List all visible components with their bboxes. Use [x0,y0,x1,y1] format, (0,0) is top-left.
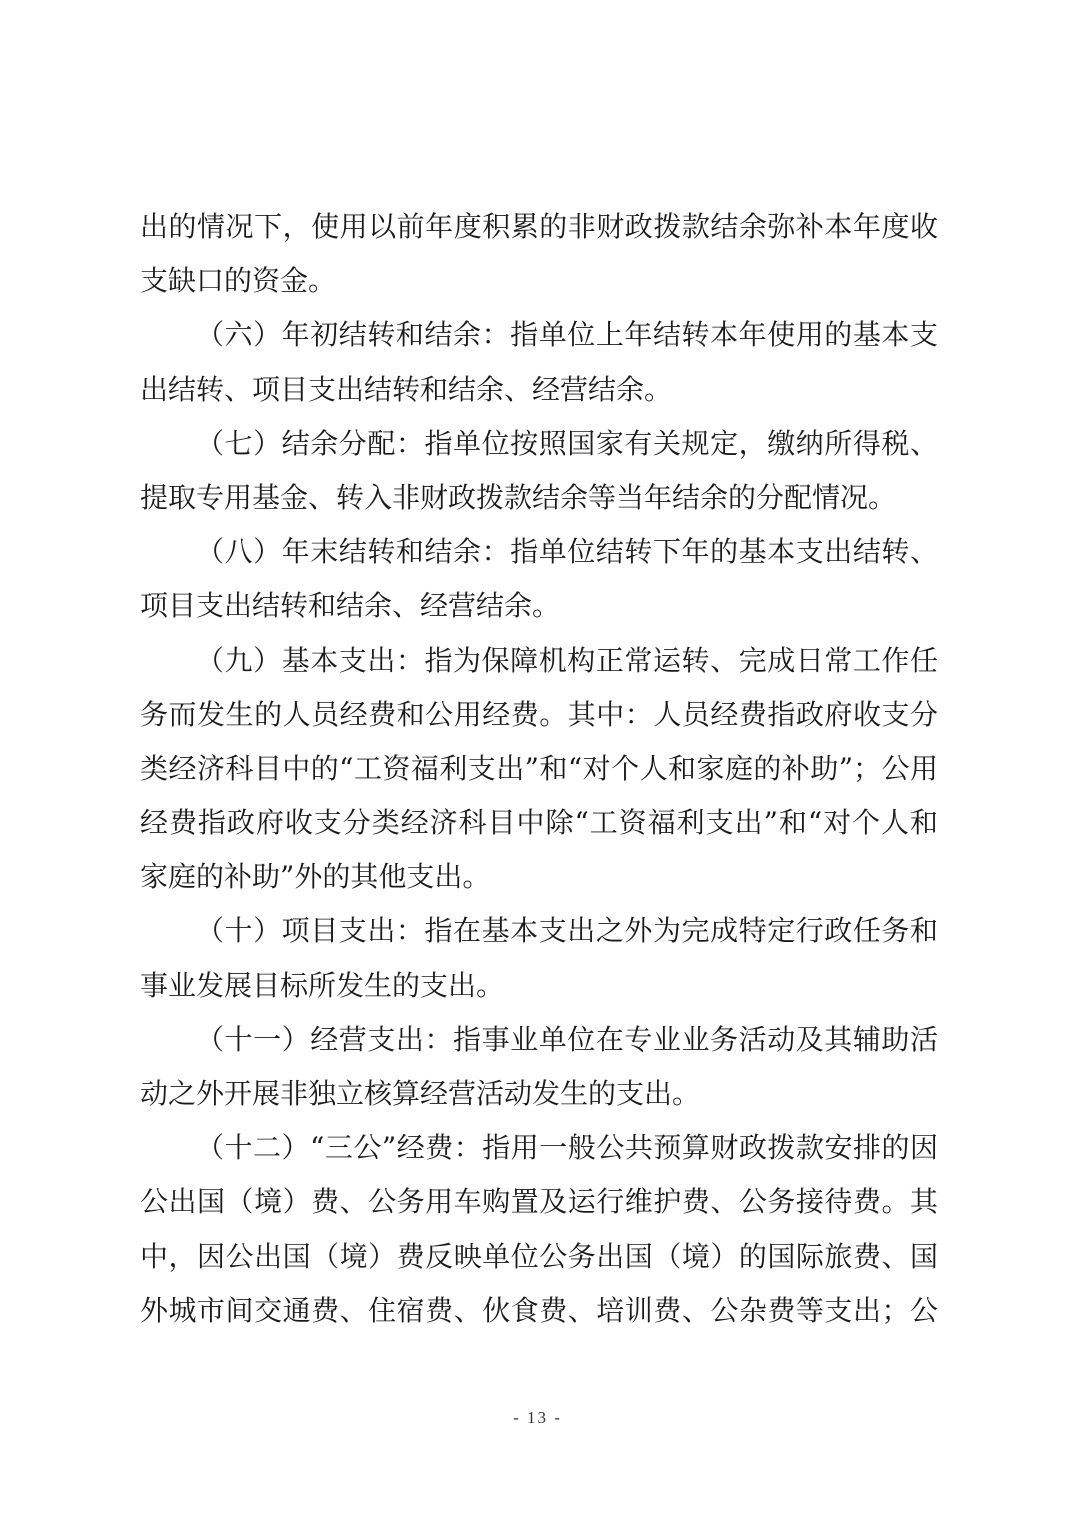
text-line: （九）基本支出：指为保障机构正常运转、完成日常工作任 [196,643,938,677]
text-line: 经费指政府收支分类经济科目中除“工资福利支出”和“对个人和 [140,806,938,840]
text-line: 外城市间交通费、住宿费、伙食费、培训费、公杂费等支出；公 [140,1293,938,1327]
text-line: 中，因公出国（境）费反映单位公务出国（境）的国际旅费、国 [140,1239,938,1273]
text-line: （六）年初结转和结余：指单位上年结转本年使用的基本支 [196,318,938,352]
text-line: （十一）经营支出：指事业单位在专业业务活动及其辅助活 [196,1022,938,1056]
text-line: 动之外开展非独立核算经营活动发生的支出。 [140,1077,701,1110]
text-line: 支缺口的资金。 [140,264,337,298]
text-line: （八）年末结转和结余：指单位结转下年的基本支出结转、 [196,535,938,569]
body-text [140,200,938,1338]
text-line: 提取专用基金、转入非财政拨款结余等当年结余的分配情况。 [140,480,897,514]
text-line: 出的情况下，使用以前年度积累的非财政拨款结余弥补本年度收 [140,210,938,243]
text-line: 公出国（境）费、公务用车购置及运行维护费、公务接待费。其 [140,1185,938,1219]
text-line: 务而发生的人员经费和公用经费。其中：人员经费指政府收支分 [140,697,938,731]
text-line: 事业发展目标所发生的支出。 [140,968,505,1002]
text-line: 项目支出结转和结余、经营结余。 [140,589,561,623]
text-line: 家庭的补助”外的其他支出。 [140,860,491,894]
text-line: （七）结余分配：指单位按照国家有关规定，缴纳所得税、 [196,426,938,460]
page-number: - 13 - [513,1408,562,1427]
text-line: 类经济科目中的“工资福利支出”和“对个人和家庭的补助”；公用 [140,751,938,785]
text-line: （十）项目支出：指在基本支出之外为完成特定行政任务和 [196,914,938,948]
text-line: （十二）“三公”经费：指用一般公共预算财政拨款安排的因 [196,1131,938,1165]
text-line: 出结转、项目支出结转和结余、经营结余。 [140,372,673,406]
